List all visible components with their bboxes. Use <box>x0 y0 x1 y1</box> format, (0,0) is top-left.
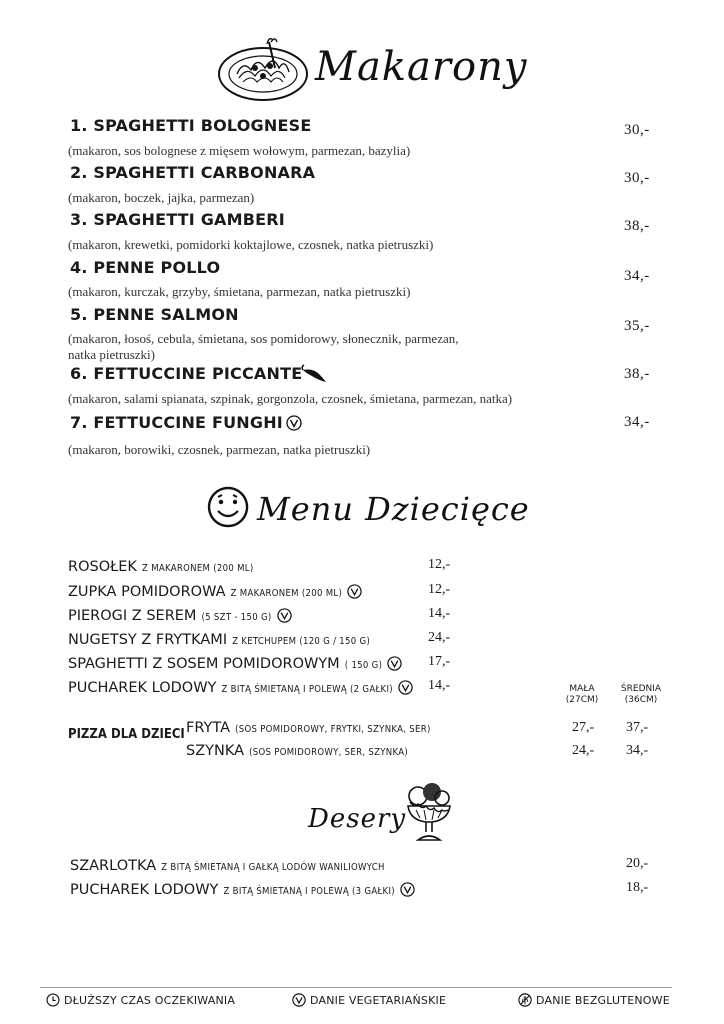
dish-name: 5. PENNE SALMON <box>70 305 239 324</box>
dish-description: (makaron, salami spianata, szpinak, gorgonzola, czosnek, śmietana, parmezan, natka) <box>68 391 513 406</box>
dish-price: 34,- <box>624 268 650 284</box>
dish-name: 1. SPAGHETTI BOLOGNESE <box>70 116 312 135</box>
dish-name: 7. FETTUCCINE FUNGHI <box>70 413 283 432</box>
kids-item-name: PIEROGI Z SEREM <box>68 608 197 624</box>
dish-name: 3. SPAGHETTI GAMBERI <box>70 210 285 229</box>
dessert-item-name: PUCHAREK LODOWY <box>70 882 219 898</box>
dish-name: 2. SPAGHETTI CARBONARA <box>70 163 316 182</box>
kids-item-price: 17,- <box>428 654 451 669</box>
kids-item-detail: Z KETCHUPEM (120 G / 150 G) <box>232 636 371 647</box>
vegetarian-v-icon <box>387 656 402 671</box>
legend-wait <box>46 993 235 1007</box>
dish-name: 6. FETTUCCINE PICCANTE <box>70 364 303 383</box>
dish-description: (makaron, boczek, jajka, parmezan) <box>68 190 255 205</box>
kids-item <box>68 653 402 672</box>
kids-item-detail: Z BITĄ ŚMIETANĄ I POLEWĄ (2 GAŁKI) <box>221 684 393 695</box>
footer-divider <box>40 987 672 988</box>
pizza-price-medium: 37,- <box>626 720 649 735</box>
vegetarian-v-icon <box>286 415 302 431</box>
pizza-item-name: SZYNKA <box>186 743 245 759</box>
dish-name: 4. PENNE POLLO <box>70 258 221 277</box>
kids-item-detail: (5 SZT - 150 G) <box>201 612 272 623</box>
kids-item <box>68 629 370 648</box>
dish-description-cont: natka pietruszki) <box>68 347 155 362</box>
desery-title: Desery <box>308 804 407 834</box>
pizza-price-medium: 34,- <box>626 743 649 758</box>
dish-price: 30,- <box>624 122 650 138</box>
dessert-item <box>70 879 415 898</box>
pizza-label: PIZZA DLA DZIECI <box>68 727 185 742</box>
legend-veg <box>292 993 446 1007</box>
legend-wait-label: DŁUŻSZY CZAS OCZEKIWANIA <box>64 993 236 1007</box>
pizza-item <box>186 740 408 759</box>
dessert-item-price: 18,- <box>626 880 649 895</box>
kids-item-name: ZUPKA POMIDOROWA <box>68 584 226 600</box>
legend-gluten-label: DANIE BEZGLUTENOWE <box>536 993 670 1007</box>
pizza-price-small: 27,- <box>572 720 595 735</box>
desery-header <box>300 780 460 846</box>
vegetarian-v-icon <box>292 993 306 1007</box>
vegetarian-v-icon <box>347 584 362 599</box>
dish-description: (makaron, łosoś, cebula, śmietana, sos pomidorowy, słonecznik, parmezan, <box>68 331 459 346</box>
dish-description: (makaron, kurczak, grzyby, śmietana, parmezan, natka pietruszki) <box>68 284 411 299</box>
dessert-item-detail: Z BITĄ ŚMIETANĄ I POLEWĄ (3 GAŁKI) <box>223 886 395 897</box>
size-small-cm: (27CM) <box>565 695 599 705</box>
makarony-header <box>215 30 528 110</box>
vegetarian-v-icon <box>398 680 413 695</box>
dish-description: (makaron, sos bolognese z mięsem wołowym, parmezan, bazylia) <box>68 143 411 158</box>
dessert-item <box>70 855 385 874</box>
smiley-face-icon <box>205 484 251 530</box>
spaghetti-plate-icon <box>215 30 311 106</box>
kids-item-price: 14,- <box>428 606 451 621</box>
dish-price: 38,- <box>624 218 650 234</box>
kids-header <box>205 482 535 538</box>
kids-item-name: ROSOŁEK <box>68 559 137 575</box>
dessert-item-detail: Z BITĄ ŚMIETANĄ I GAŁKĄ LODÓW WANILIOWYCH <box>161 862 385 873</box>
pizza-item <box>186 717 431 736</box>
kids-item-name: SPAGHETTI Z SOSEM POMIDOROWYM <box>68 656 340 672</box>
kids-item-price: 14,- <box>428 678 451 693</box>
size-header-medium <box>616 684 666 706</box>
kids-title: Menu Dziecięce <box>257 490 530 528</box>
dish-price: 35,- <box>624 318 650 334</box>
dish-description: (makaron, krewetki, pomidorki koktajlowe, czosnek, natka pietruszki) <box>68 237 434 252</box>
kids-item <box>68 677 413 696</box>
clock-icon <box>46 993 60 1007</box>
dish-price: 34,- <box>624 414 650 430</box>
kids-item <box>68 605 292 624</box>
kids-item-price: 12,- <box>428 582 451 597</box>
size-header-small <box>562 684 602 706</box>
dish-price: 38,- <box>624 366 650 382</box>
pizza-item-detail: (SOS POMIDOROWY, FRYTKI, SZYNKA, SER) <box>235 724 431 735</box>
size-medium-cm: (36CM) <box>624 695 658 705</box>
dish-description: (makaron, borowiki, czosnek, parmezan, natka pietruszki) <box>68 442 371 457</box>
dessert-item-name: SZARLOTKA <box>70 858 157 874</box>
kids-item-name: PUCHAREK LODOWY <box>68 680 217 696</box>
kids-item <box>68 581 362 600</box>
size-medium-label: ŚREDNIA <box>620 684 662 694</box>
kids-item-detail: ( 150 G) <box>344 660 383 671</box>
vegetarian-v-icon <box>277 608 292 623</box>
kids-item <box>68 556 253 575</box>
footer-legend <box>40 993 672 1013</box>
legend-gluten <box>518 993 670 1007</box>
kids-item-price: 24,- <box>428 630 451 645</box>
gluten-free-icon <box>518 993 532 1007</box>
kids-item-detail: Z MAKARONEM (200 ML) <box>230 588 343 599</box>
kids-item-detail: Z MAKARONEM (200 ML) <box>142 563 254 574</box>
vegetarian-v-icon <box>400 882 415 897</box>
legend-veg-label: DANIE VEGETARIAŃSKIE <box>310 993 447 1007</box>
dish-price: 30,- <box>624 170 650 186</box>
kids-item-name: NUGETSY Z FRYTKAMI <box>68 632 228 648</box>
pizza-price-small: 24,- <box>572 743 595 758</box>
chili-pepper-icon <box>300 364 328 382</box>
ice-cream-sundae-icon <box>404 780 454 844</box>
kids-item-price: 12,- <box>428 557 451 572</box>
makarony-title: Makarony <box>315 44 528 90</box>
dessert-item-price: 20,- <box>626 856 649 871</box>
pizza-item-detail: (SOS POMIDOROWY, SER, SZYNKA) <box>249 747 408 758</box>
pizza-item-name: FRYTA <box>186 720 230 736</box>
size-small-label: MAŁA <box>569 684 595 694</box>
